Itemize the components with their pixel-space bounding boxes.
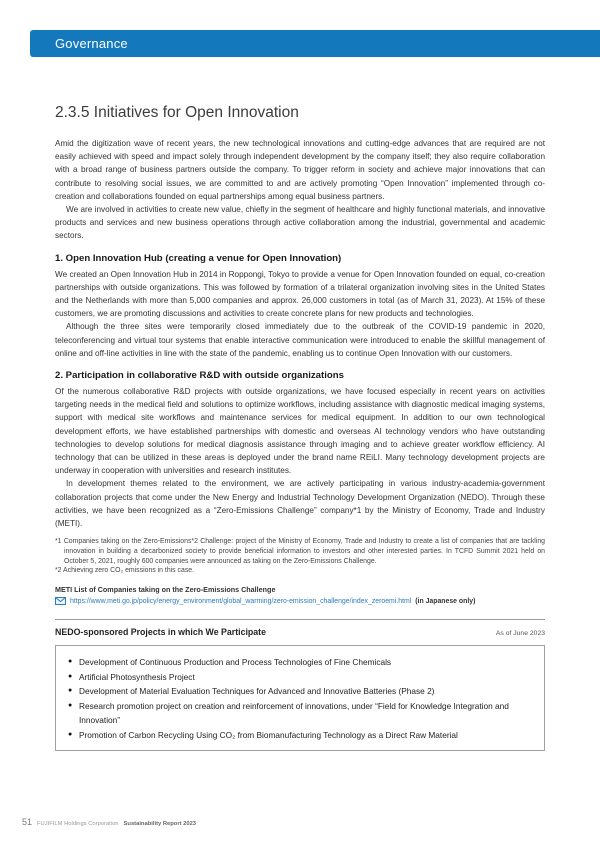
section-2-paragraph-1: Of the numerous collaborative R&D projects with outside organizations, we have focused especially in recent years on activities targeting needs in the medical field and solutions to optimize workflows, including assistance with diagnostic medical imaging systems, support with medical site workflows and maintenance services for medical equipment. In addition to our own technological development efforts, we have established partnerships with domestic and overseas AI technology vendors who have outstanding technologies to develop solutions for medical diagnosis assistance through imaging and to achieve greater workflow efficiency. AI technology that can be utilized in these areas is deployed under the brand name REiLI. Many technology development projects are underway in cooperation with universities and research institutes. xyxy=(55,387,545,476)
nedo-item-label: Artificial Photosynthesis Project xyxy=(79,671,195,682)
nedo-item-label: Development of Continuous Production and Process Technologies of Fine Chemicals xyxy=(79,657,392,668)
bullet-icon: ● xyxy=(68,658,73,666)
section-heading-1: 1. Open Innovation Hub (creating a venue for Open Innovation) xyxy=(55,252,342,264)
section-2-paragraph-2: In development themes related to the environment, we are actively participating in various industry-academia-government collaboration projects that come under the New Energy and Industrial Technology Development Organization (NEDO). Through these activities, we have been recognized as a “Zero-Emissions Challenge” company*1 by the Ministry of Economy, Trade and Industry (METI). xyxy=(55,479,545,529)
footnote-1: *1 Companies taking on the Zero-Emissions*2 Challenge: project of the Ministry of Economy, Trade and Industry to create a list of companies that are tackling innovation in building a decarbonized society to provide beneficial information to investors and other interested parties. In TCFD Summit 2021 held on October 5, 2021, roughly 600 companies were announced as taking on the Zero-Emissions Challenge. xyxy=(55,538,545,565)
section-header-label: Governance xyxy=(55,36,128,51)
footnotes xyxy=(55,537,545,576)
page-content xyxy=(55,104,545,751)
bullet-icon: ● xyxy=(68,672,73,680)
footer-report-title: Sustainability Report 2023 xyxy=(123,821,197,827)
nedo-projects-section xyxy=(55,619,545,751)
meti-link-row xyxy=(55,597,545,605)
nedo-projects-box xyxy=(55,645,545,751)
page-number: 51 xyxy=(22,817,33,827)
page-title: 2.3.5 Initiatives for Open Innovation xyxy=(55,104,299,121)
intro-paragraph-2: We are involved in activities to create new value, chiefly in the segment of healthcare and highly functional materials, and innovative products and services and new business operations through active collaboration among the industrial, governmental and academic sectors. xyxy=(55,205,545,241)
bullet-icon: ● xyxy=(68,687,73,695)
intro-paragraph-1: Amid the digitization wave of recent years, the new technological innovations and cutting-edge advances that are required are not easily achieved with speed and impact solely through independent development by the company itself; they also require collaboration with a broad range of business partners outside the company. To trigger reform in society and achieve major innovations that can contribute to resolving social issues, we are committed to and are actively promoting “Open Innovation” implemented through co-creation and collaborations founded on equal partnerships among equal business partners. xyxy=(55,139,545,201)
section-1-paragraph-1: We created an Open Innovation Hub in 2014 in Roppongi, Tokyo to provide a venue for Open Innovation founded on equal, co-creation partnerships with outside organizations. This was followed by formation of a trilateral organization involving sites in the United States and the Netherlands with more than 5,000 companies and approx. 26,000 customers in total (as of March 31, 2023). At 15% of these customers, we are promoting discussions and activities to create concrete plans for new products and technologies. xyxy=(55,269,545,319)
section-1-paragraph-2: Although the three sites were temporarily closed immediately due to the outbreak of the COVID-19 pandemic in 2020, teleconferencing and virtual tour systems that enable interactive communication were introduced to enable the skillful management of online and off-line activities in line with the state of the pandemic, enabling us to continue Open Innovation with our customers. xyxy=(55,322,545,358)
section-header-bar xyxy=(30,30,600,57)
list-item xyxy=(68,699,532,728)
footer-company-name: FUJIFILM Holdings Corporation xyxy=(37,821,119,827)
list-item xyxy=(68,670,532,685)
nedo-projects-header xyxy=(55,619,545,637)
meti-link-note: (in Japanese only) xyxy=(415,597,476,605)
page-footer xyxy=(22,817,196,827)
list-item xyxy=(68,728,532,743)
bullet-icon: ● xyxy=(68,730,73,738)
list-item xyxy=(68,655,532,670)
footnote-2: *2 Achieving zero CO₂ emissions in this case. xyxy=(55,567,195,575)
nedo-item-label: Development of Material Evaluation Techniques for Advanced and Innovative Batteries (Phase 2) xyxy=(79,686,435,697)
meti-list-label: METI List of Companies taking on the Zero-Emissions Challenge xyxy=(55,585,276,595)
nedo-projects-title: NEDO-sponsored Projects in which We Participate xyxy=(55,627,267,638)
meti-link[interactable]: https://www.meti.go.jp/policy/energy_environment/global_warming/zero-emission_challenge/index_zeroemi.html xyxy=(70,597,412,605)
nedo-item-label: Promotion of Carbon Recycling Using CO₂ from Biomanufacturing Technology as a Direct Raw Material xyxy=(79,729,458,740)
list-item xyxy=(68,684,532,699)
nedo-item-label: Research promotion project on creation and reinforcement of innovations, under “Field for Knowledge Integration and Innovation” xyxy=(79,700,509,726)
bullet-icon: ● xyxy=(68,701,73,709)
envelope-link-icon xyxy=(55,597,66,605)
nedo-as-of-date: As of June 2023 xyxy=(495,630,545,638)
section-heading-2: 2. Participation in collaborative R&D with outside organizations xyxy=(55,370,344,382)
